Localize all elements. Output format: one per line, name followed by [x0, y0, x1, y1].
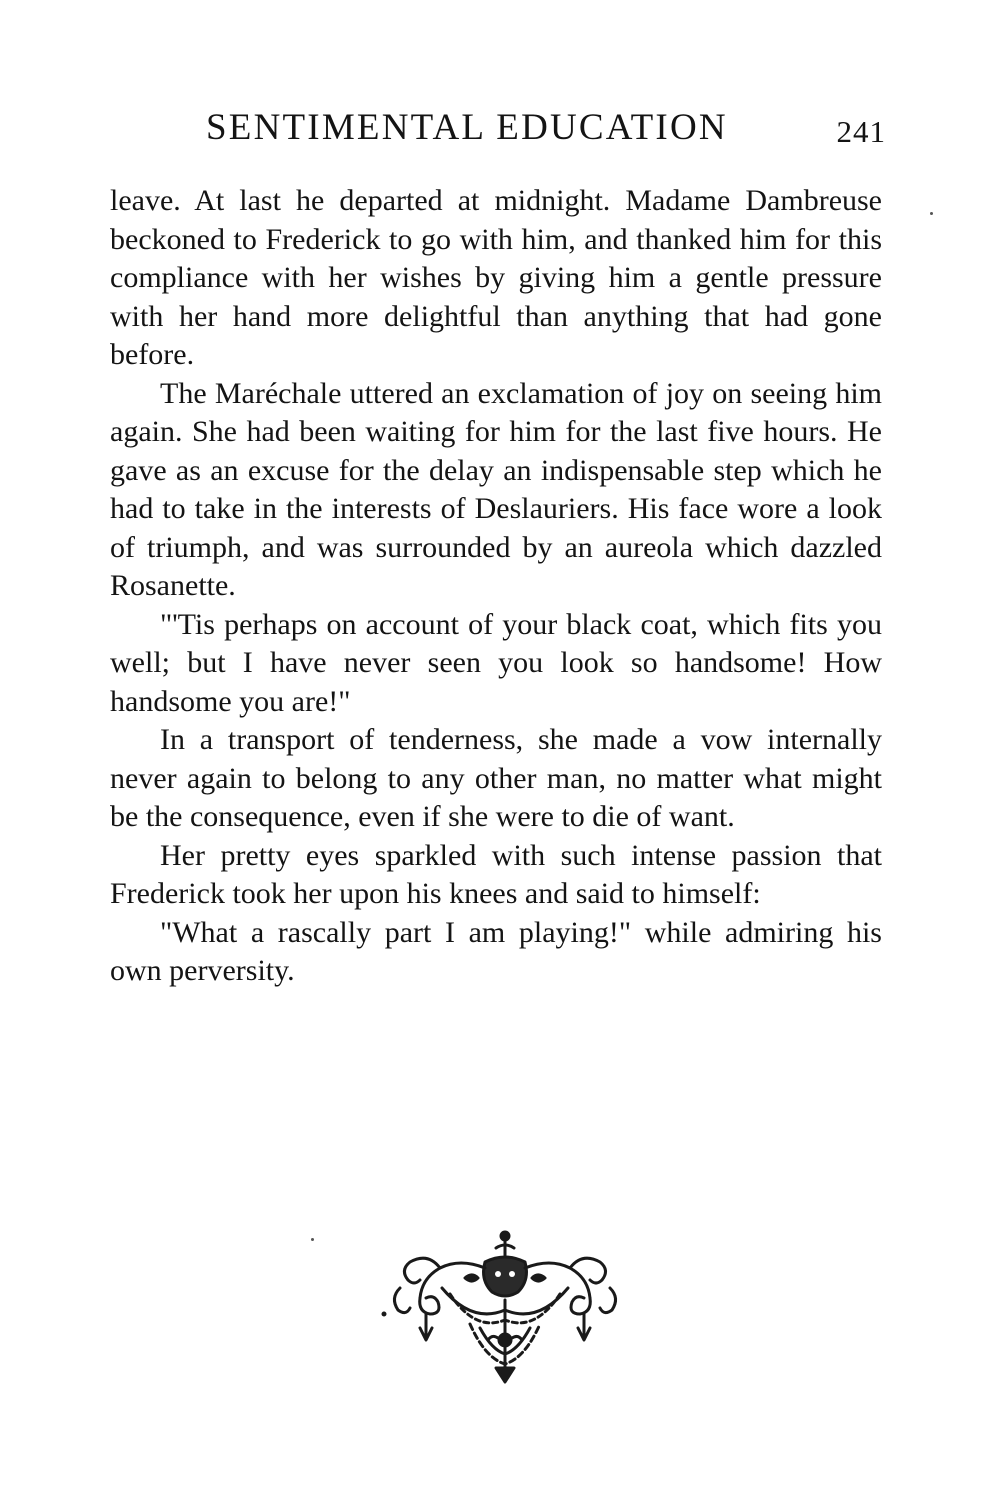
running-title: SENTIMENTAL EDUCATION	[206, 107, 728, 148]
paragraph: Her pretty eyes sparkled with such intense passion that Frederick took her upon his knees and said to himself:	[110, 838, 882, 910]
paragraph: In a transport of tenderness, she made a vow internally never again to belong to any other man, no matter what might be the consequence, even if she were to die of want.	[110, 723, 882, 833]
page-number: 241	[836, 114, 886, 149]
paragraph: leave. At last he departed at midnight. Madame Dambreuse beckoned to Frederick to go with him, and thanked him for this compliance with her wishes by giving him a gentle pressure with her hand more delightful than anything that had gone before.	[110, 184, 882, 371]
floral-tailpiece-ornament-icon	[380, 1228, 630, 1388]
running-header	[206, 104, 886, 154]
print-speck	[930, 212, 933, 215]
body-text	[110, 182, 882, 991]
paragraph: The Maréchale uttered an exclamation of joy on seeing him again. She had been waiting for him for the last five hours. He gave as an excuse for the delay an indispensable step which he had to take in the interests of Deslauriers. His face wore a look of triumph, and was surrounded by an aureola which dazzled Rosanette.	[110, 376, 882, 602]
print-speck	[311, 1238, 314, 1241]
paragraph: "What a rascally part I am playing!" while admiring his own perversity.	[110, 915, 882, 987]
paragraph: "'Tis perhaps on account of your black coat, which fits you well; but I have never seen you look so handsome! How handsome you are!"	[110, 607, 882, 718]
